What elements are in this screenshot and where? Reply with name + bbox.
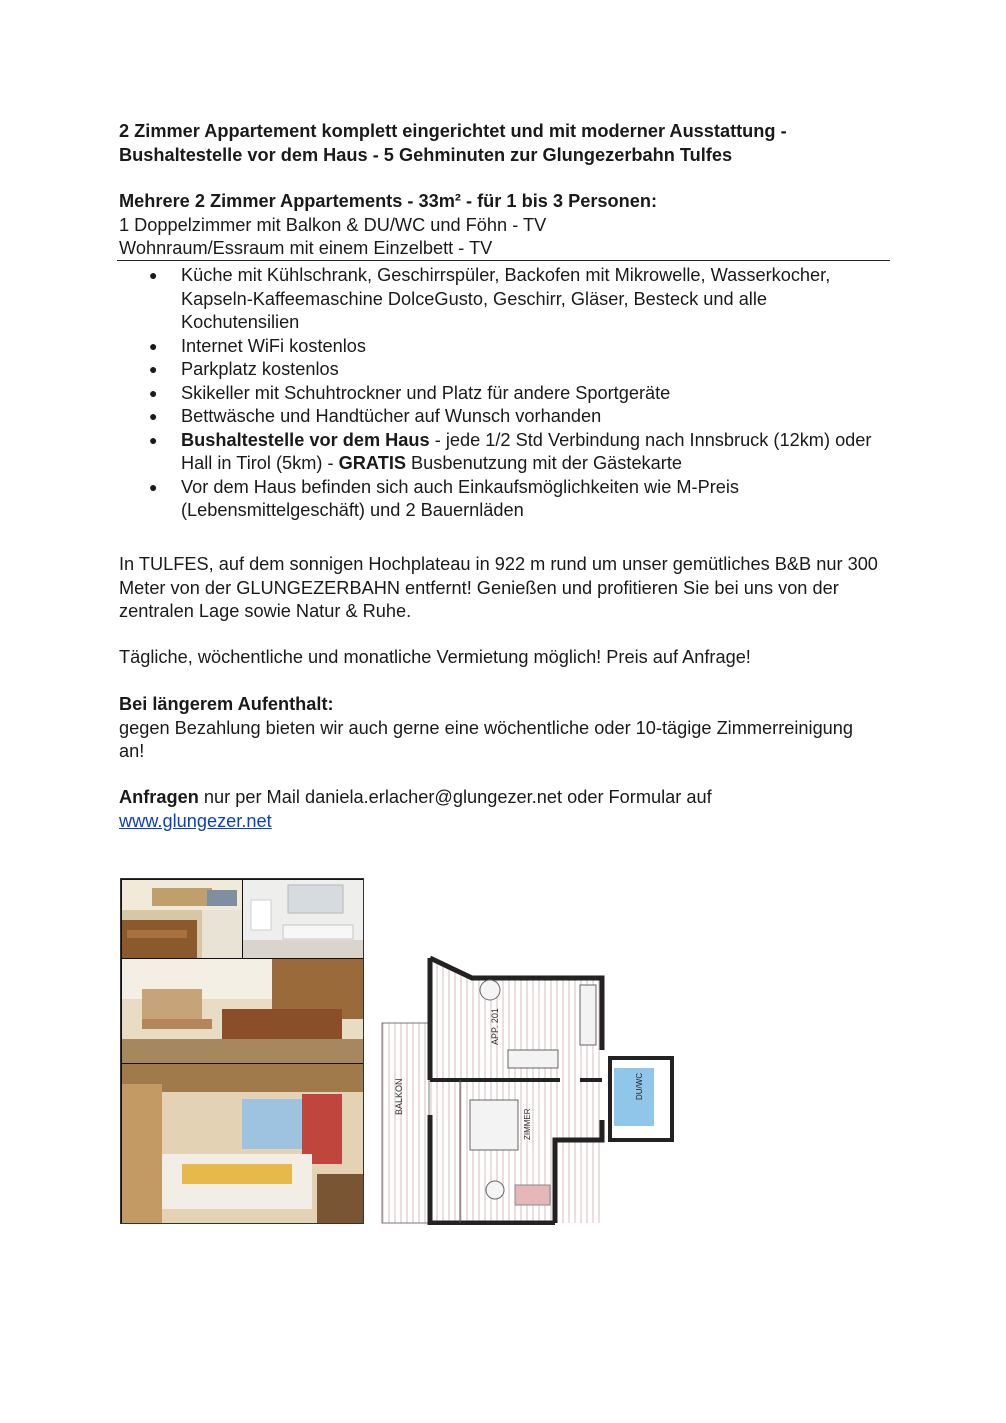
bullet-icon: ●: [149, 384, 158, 401]
feature-bus-bold: Bushaltestelle vor dem Haus: [181, 429, 430, 450]
contact-section: [119, 786, 879, 833]
feature-skicellar: Skikeller mit Schuhtrockner und Platz für andere Sportgeräte: [181, 382, 671, 403]
floor-plan: [380, 950, 680, 1225]
kitchen-photo: [122, 880, 242, 958]
feature-bus-text-1: - jede 1/2 Std Verbindung nach Innsbruck (12km) oder Hall in Tirol (5km) -: [181, 429, 872, 473]
feature-bus-text-2: Busbenutzung mit der Gästekarte: [406, 453, 682, 473]
bullet-icon: ●: [149, 408, 158, 424]
apartments-title: Mehrere 2 Zimmer Appartements - 33m² - für 1 bis 3 Personen:: [119, 191, 658, 211]
feature-kitchen: Küche mit Kühlschrank, Geschirrspüler, Backofen mit Mikrowelle, Wasserkocher, Kapseln-Kaffeemaschine DolceGusto, Geschirr, Gläser, Besteck und alle Kochutensilien: [181, 265, 831, 332]
bullet-icon: ●: [149, 431, 158, 448]
feature-bus-gratis: GRATIS: [338, 453, 406, 473]
apartments-line-2: Wohnraum/Essraum mit einem Einzelbett - TV: [119, 238, 493, 258]
bullet-icon: ●: [149, 267, 158, 283]
rental-paragraph: Tägliche, wöchentliche und monatliche Vermietung möglich! Preis auf Anfrage!: [119, 647, 751, 667]
list-item: [119, 335, 879, 359]
longstay-section: [119, 693, 879, 764]
list-item: [119, 358, 879, 382]
list-item: [119, 429, 879, 476]
room-label: ZIMMER: [523, 1108, 532, 1140]
heading-line-1: 2 Zimmer Appartement komplett eingerichtet und mit moderner Ausstattung -: [119, 121, 787, 141]
heading-line-2: Bushaltestelle vor dem Haus - 5 Gehminuten zur Glungezerbahn Tulfes: [119, 144, 733, 165]
list-item: [119, 476, 879, 523]
bathroom-label: DU/WC: [635, 1072, 644, 1100]
apartments-section: [119, 190, 879, 261]
feature-shops: Vor dem Haus befinden sich auch Einkaufsmöglichkeiten wie M-Preis (Lebensmittelgeschäft) und 2 Bauernläden: [181, 476, 740, 520]
page-heading: [119, 120, 879, 167]
contact-bold: Anfragen: [119, 787, 199, 807]
list-item: [119, 405, 879, 429]
balcony-label: BALKON: [394, 1078, 404, 1115]
longstay-text: gegen Bezahlung bieten wir auch gerne eine wöchentliche oder 10-tägige Zimmerreinigung an!: [119, 717, 854, 761]
list-item: [119, 382, 879, 406]
website-link[interactable]: www.glungezer.net: [119, 810, 272, 831]
feature-list: [119, 264, 879, 523]
apartments-line-1: 1 Doppelzimmer mit Balkon & DU/WC und Föhn - TV: [119, 214, 547, 235]
location-paragraph: In TULFES, auf dem sonnigen Hochplateau in 922 m rund um unser gemütliches B&B nur 300 Meter von der GLUNGEZERBAHN entfernt! Genießen und profitieren Sie bei uns von der zentralen Lage sowie Natur & Ruhe.: [119, 554, 878, 621]
bathroom-photo: [243, 880, 363, 958]
apartment-label: APP. 201: [490, 1008, 500, 1045]
bullet-icon: ●: [149, 361, 158, 377]
bedroom-photo: [122, 1064, 363, 1223]
living-room-photo: [122, 959, 363, 1063]
bullet-icon: ●: [149, 478, 158, 495]
feature-linen: Bettwäsche und Handtücher auf Wunsch vorhanden: [181, 406, 602, 426]
feature-parking: Parkplatz kostenlos: [181, 359, 339, 379]
section-divider: [117, 260, 890, 261]
longstay-title: Bei längerem Aufenthalt:: [119, 694, 334, 714]
photo-collage: [120, 878, 364, 1224]
contact-text: nur per Mail daniela.erlacher@glungezer.net oder Formular auf: [198, 787, 712, 807]
feature-wifi: Internet WiFi kostenlos: [181, 335, 366, 356]
list-item: [119, 264, 879, 335]
bullet-icon: ●: [149, 337, 158, 354]
